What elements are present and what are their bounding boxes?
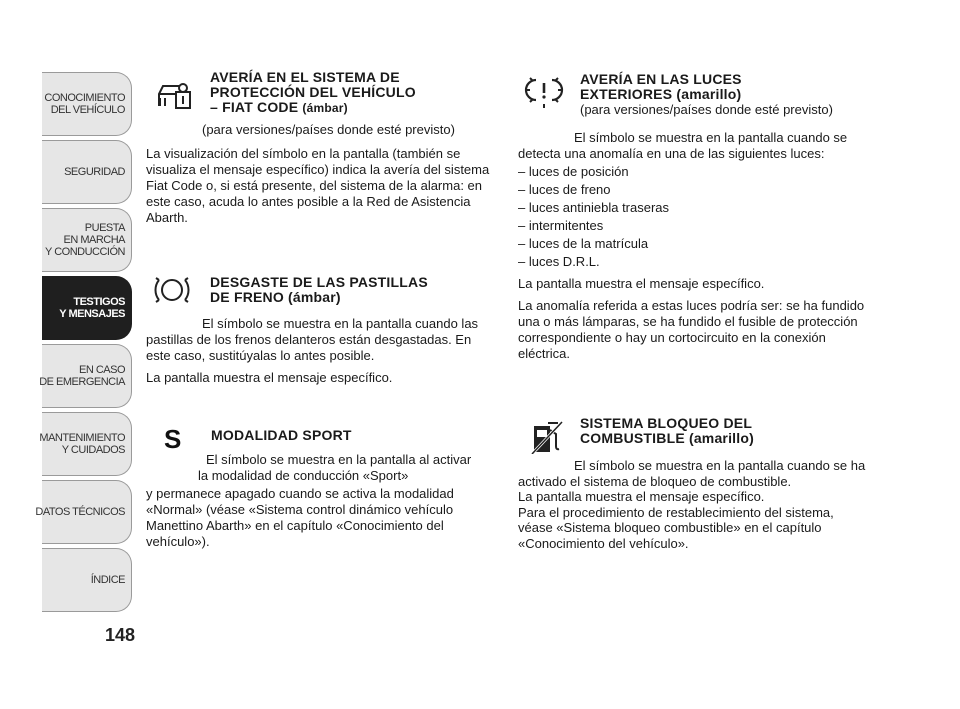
- tab-label: TESTIGOS: [73, 296, 125, 308]
- fuel-block-body-2: La pantalla muestra el mensaje específico.: [518, 489, 765, 504]
- tab-label: Y MENSAJES: [59, 308, 125, 320]
- fiat-code-title-text: – FIAT CODE: [210, 99, 299, 115]
- sport-body-1: El símbolo se muestra en la pantalla al activar: [206, 452, 472, 467]
- tab-label: DATOS TÉCNICOS: [35, 506, 125, 518]
- exterior-light-failure-icon: [522, 74, 566, 108]
- brake-pad-icon: [154, 276, 190, 304]
- sport-s-icon: S: [164, 424, 182, 454]
- exterior-lights-header: [580, 72, 870, 118]
- tab-puesta-en-marcha[interactable]: [42, 208, 132, 272]
- brake-pads-body-2: La pantalla muestra el mensaje específico.: [146, 370, 393, 385]
- sport-header: [211, 428, 491, 443]
- fuel-block-title-line1: SISTEMA BLOQUEO DEL: [580, 415, 753, 431]
- brake-pads-body-1: El símbolo se muestra en la pantalla cuando las pastillas de los frenos delanteros están desgastadas. En este caso, sustitúyalas lo antes posible.: [146, 316, 479, 363]
- tab-label: MANTENIMIENTO: [39, 432, 125, 444]
- sport-body-2: la modalidad de conducción «Sport»: [198, 468, 409, 483]
- tab-label: Y CUIDADOS: [61, 444, 125, 456]
- list-item: – luces de freno: [518, 182, 611, 197]
- fiat-code-title-line2: PROTECCIÓN DEL VEHÍCULO: [210, 84, 416, 100]
- list-item: – luces de posición: [518, 164, 629, 179]
- tab-label: Y CONDUCCIÓN: [45, 246, 125, 258]
- fuel-cutoff-icon: [528, 420, 564, 454]
- tab-mantenimiento[interactable]: [39, 412, 132, 476]
- tab-label: SEGURIDAD: [64, 166, 125, 178]
- tab-label: ÍNDICE: [90, 574, 125, 586]
- tab-datos-tecnicos[interactable]: [35, 480, 132, 544]
- exterior-lights-subtitle: (para versiones/países donde esté previsto): [580, 102, 833, 117]
- exterior-lights-intro: El símbolo se muestra en la pantalla cuando se detecta una anomalía en una de las siguientes luces:: [518, 130, 848, 161]
- exterior-lights-content: [518, 130, 873, 368]
- fiat-code-body: La visualización del símbolo en la pantalla (también se visualiza el mensaje específico) indica la avería del sistema Fiat Code o, si está presente, del sistema de la alarma: en este caso, acuda lo antes posible a la Red de Asistencia Abarth.: [146, 146, 490, 225]
- tab-indice[interactable]: [42, 548, 132, 612]
- exterior-lights-body-2: La anomalía referida a estas luces podría ser: se ha fundido una o más lámparas, se ha fundido el fusible de protección correspondiente o hay un cortocircuito en la conexión eléctrica.: [518, 298, 865, 361]
- page-number: 148: [104, 625, 135, 645]
- list-item: – luces antiniebla traseras: [518, 200, 670, 215]
- exterior-lights-title-line1: AVERÍA EN LAS LUCES: [580, 71, 742, 87]
- brake-pads-header: [210, 275, 500, 305]
- tab-label: PUESTA: [84, 222, 125, 234]
- key-car-icon: [156, 76, 196, 110]
- fiat-code-title-line3: [210, 100, 500, 116]
- brake-pads-title-line2: DE FRENO (ámbar): [210, 289, 341, 305]
- list-item: – intermitentes: [518, 218, 604, 233]
- exterior-lights-title-color: (amarillo): [676, 86, 742, 102]
- sport-title: MODALIDAD SPORT: [211, 427, 352, 443]
- sport-body-3: y permanece apagado cuando se activa la modalidad «Normal» (véase «Sistema control dinámico vehículo Manettino Abarth» en el capítulo «Conocimiento del vehículo»).: [146, 486, 454, 549]
- exterior-lights-title-line2: [580, 87, 870, 102]
- tab-conocimiento[interactable]: [42, 72, 132, 136]
- tab-emergencia[interactable]: [39, 344, 132, 408]
- fuel-block-header: [580, 416, 870, 446]
- brake-pads-content: [146, 316, 496, 392]
- fuel-block-title-line2: COMBUSTIBLE (amarillo): [580, 430, 754, 446]
- list-item: – luces D.R.L.: [518, 254, 600, 269]
- fiat-code-title-color: (ámbar): [302, 101, 348, 115]
- tab-label: CONOCIMIENTO: [44, 92, 125, 104]
- tab-label: DEL VEHÍCULO: [50, 104, 125, 116]
- fiat-code-header: [210, 70, 500, 116]
- fuel-block-content: [518, 458, 868, 551]
- list-item: – luces de la matrícula: [518, 236, 649, 251]
- exterior-lights-body-1: La pantalla muestra el mensaje específico.: [518, 276, 765, 291]
- brake-pads-title-line1: DESGASTE DE LAS PASTILLAS: [210, 274, 428, 290]
- tab-label: DE EMERGENCIA: [39, 376, 125, 388]
- fuel-block-body-1: El símbolo se muestra en la pantalla cuando se ha activado el sistema de bloqueo de combustible.: [518, 458, 866, 489]
- fiat-code-title-line1: AVERÍA EN EL SISTEMA DE: [210, 69, 400, 85]
- tab-testigos[interactable]: [42, 276, 132, 340]
- tab-seguridad[interactable]: [42, 140, 132, 204]
- exterior-lights-title-text: EXTERIORES: [580, 86, 673, 102]
- tab-label: EN MARCHA: [63, 234, 125, 246]
- fuel-block-body-3: Para el procedimiento de restablecimiento del sistema, véase «Sistema bloqueo combustible» en el capítulo «Conocimiento del vehículo».: [518, 504, 834, 551]
- fiat-code-subtitle: (para versiones/países donde esté previsto): [202, 122, 455, 137]
- tab-label: EN CASO: [78, 364, 125, 376]
